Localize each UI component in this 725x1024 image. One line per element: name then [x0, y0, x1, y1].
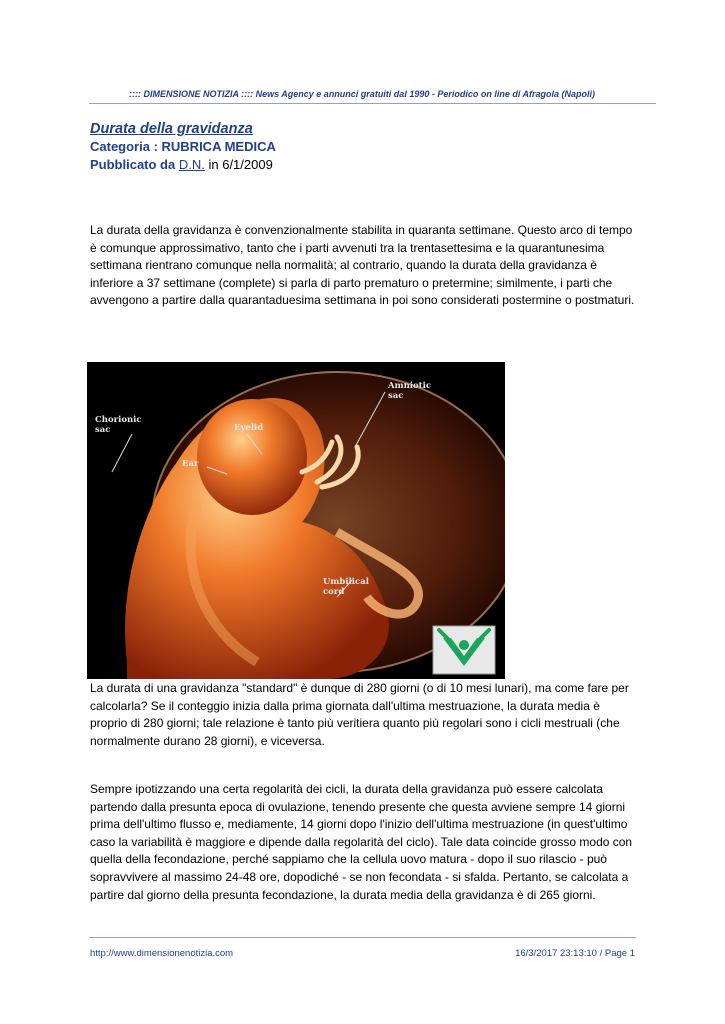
paragraph-ovulation-calc: Sempre ipotizzando una certa regolarità dei cicli, la durata della gravidanza può essere calcolata partendo dalla presunta epoca di ovulazione, tenendo presente che questa avviene sempre 14 giorni prima dell'ultimo flusso e, mediamente, 14 giorni dopo l'inizio dell'ultima mestruazione (in quest'ultimo caso la variabilità è maggiore e dipende dalla regolarità del ciclo). Tale data coincide grosso modo con quella della fecondazione, perché sappiamo che la cellula uovo matura - dopo il suo rilascio - può sopravvivere al massimo 24-48 ore, dopodiché - se non fecondata - si sfalda. Pertanto, se calcolata a partire dal giorno della presunta fecondazione, la durata media della gravidanza è di 265 giorni. — [90, 782, 633, 902]
site-logo-icon — [433, 626, 495, 674]
label-umbilical-cord: cord — [323, 587, 345, 597]
author-link[interactable]: D.N. — [178, 157, 205, 172]
running-header: :::: DIMENSIONE NOTIZIA :::: News Agency e annunci gratuiti dal 1990 - Periodico on line di Afragola (Napoli) — [128, 89, 596, 99]
embryo-figure — [87, 362, 505, 679]
embryo-head-shape — [197, 399, 307, 515]
label-amniotic: Amniotic — [388, 381, 431, 391]
byline-prefix: Pubblicato da — [90, 157, 176, 172]
label-amniotic-sac: sac — [388, 391, 404, 401]
label-chorionic-sac: sac — [95, 425, 111, 435]
byline-date: in 6/1/2009 — [208, 157, 273, 172]
article-byline — [90, 157, 273, 172]
label-ear: Ear — [182, 459, 199, 469]
footer-url-link[interactable]: http://www.dimensionenotizia.com — [90, 948, 234, 959]
footer-divider — [89, 937, 636, 938]
header-divider — [89, 103, 656, 104]
footer-page-info: 16/3/2017 23:13:10 / Page 1 — [515, 948, 635, 959]
label-umbilical: Umbilical — [323, 577, 369, 587]
label-eyelid: Eyelid — [234, 423, 264, 433]
paragraph-intro: La durata della gravidanza è convenzionalmente stabilita in quaranta settimane. Questo arco di tempo è comunque approssimativo, tanto che i parti avvenuti tra la trentasettesima e la quarantunesima settimana rientrano comunque nella normalità; al contrario, quando la durata della gravidanza è inferiore a 37 settimane (complete) si parla di parto prematuro o pretermine; similmente, i parti che avvengono a partire dalla quarantaduesima settimana in poi sono considerati postermine o postmaturi. — [90, 223, 635, 308]
article-category: Categoria : RUBRICA MEDICA — [90, 139, 276, 154]
article-title[interactable]: Durata della gravidanza — [90, 121, 253, 137]
label-chorionic: Chorionic — [95, 415, 142, 425]
paragraph-standard-duration: La durata di una gravidanza "standard" è dunque di 280 giorni (o di 10 mesi lunari), ma come fare per calcolarla? Se il conteggio inizia dalla prima giornata dall'ultima mestruazione, la durata media è proprio di 280 giorni; tale relazione è tanto più veritiera quanto più regolari sono i cicli mestruali (che normalmente durano 28 giorni), e viceversa. — [90, 681, 629, 748]
embryo-illustration — [87, 362, 505, 679]
